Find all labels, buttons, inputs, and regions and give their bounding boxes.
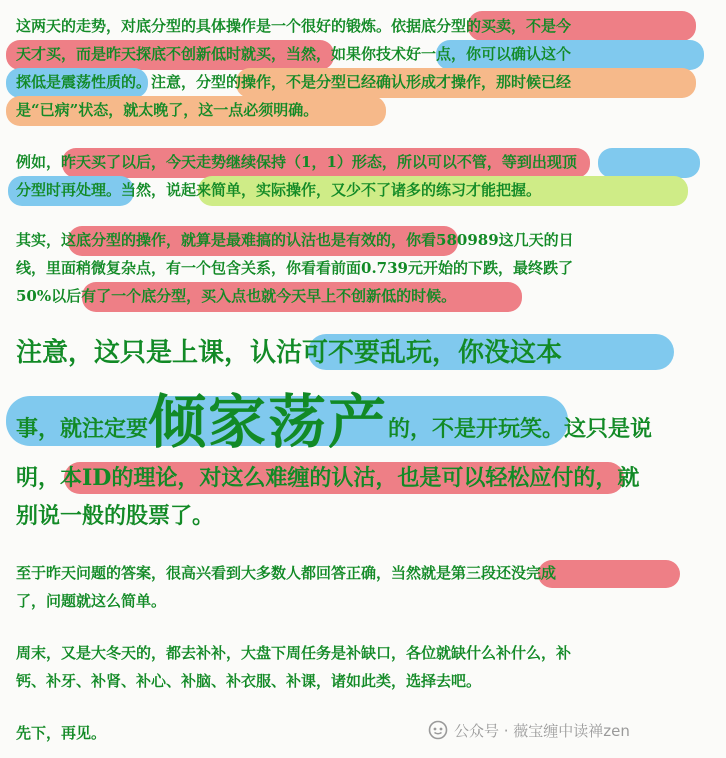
highlight-blue — [598, 148, 700, 178]
text-line: 探低是震荡性质的。注意，分型的操作，不是分型已经确认形成才操作，那时候已经 — [16, 73, 572, 91]
watermark-text: 公众号 · 薇宝缠中读禅zen — [454, 721, 630, 740]
text-line: 先下，再见。 — [16, 724, 107, 742]
wechat-official-account-icon — [428, 720, 448, 740]
text-line: 钙、补牙、补肾、补心、补脑、补衣服、补课，诸如此类，选择去吧。 — [16, 672, 482, 690]
highlight-red — [538, 560, 680, 588]
watermark — [428, 719, 630, 741]
text-line: 至于昨天问题的答案，很高兴看到大多数人都回答正确，当然就是第三段还没完成 — [16, 564, 557, 582]
text-line: 线，里面稍微复杂点，有一个包含关系，你看看前面0.739元开始的下跌，最终跌了 — [16, 259, 573, 277]
text-line: 注意，这只是上课，认沽可不要乱玩，你没这本 — [16, 338, 563, 368]
text-line: 分型时再处理。当然，说起来简单，实际操作，又少不了诸多的练习才能把握。 — [16, 181, 542, 199]
text-segment: 的，不是开玩笑。这只是说 — [388, 416, 653, 442]
text-line: 别说一般的股票了。 — [16, 503, 215, 529]
text-line: 其实，这底分型的操作，就算是最难搞的认沽也是有效的，你看580989这几天的日 — [16, 231, 574, 249]
text-line: 天才买，而是昨天探底不创新低时就买，当然，如果你技术好一点，你可以确认这个 — [16, 45, 572, 63]
text-line: 明，本ID的理论，对这么难缠的认沽，也是可以轻松应付的，就 — [16, 465, 640, 491]
text-line: 是“已病”状态，就太晚了，这一点必须明确。 — [16, 101, 319, 119]
text-line: 周末，又是大冬天的，都去补补，大盘下周任务是补缺口，各位就缺什么补什么，补 — [16, 644, 572, 662]
text-line: 50%以后有了一个底分型，买入点也就今天早上不创新低的时候。 — [16, 287, 457, 305]
text-line — [16, 388, 653, 459]
text-line: 这两天的走势，对底分型的具体操作是一个很好的锻炼。依据底分型的买卖，不是今 — [16, 17, 572, 35]
text-segment: 事，就注定要 — [16, 416, 149, 442]
text-line: 例如，昨天买了以后，今天走势继续保持（1，1）形态，所以可以不管，等到出现顶 — [16, 153, 577, 171]
emphasis-large-text: 倾家荡产 — [148, 388, 389, 456]
text-line: 了，问题就这么简单。 — [16, 592, 167, 610]
